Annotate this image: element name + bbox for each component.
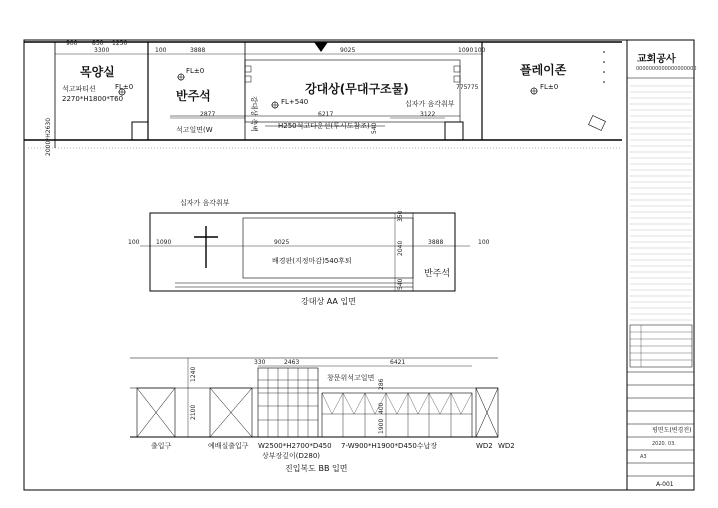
window-note: 창문위석고일면 (327, 374, 375, 382)
dim-label: 400 (378, 402, 385, 414)
level-label: FL±0 (540, 83, 559, 91)
room-altar: 강대상(무대구조물) (305, 82, 409, 96)
dim-label: 3122 (420, 111, 436, 118)
dim-label: 9025 (274, 239, 290, 246)
dim-label: 900 (66, 40, 78, 47)
level-label: FL±0 (186, 67, 205, 75)
dim-label: 100 (474, 47, 486, 54)
dim-label: 3888 (190, 47, 206, 54)
dim-label: 6217 (318, 111, 334, 118)
room-pastor: 목양실 (80, 65, 115, 79)
dim-label: 775 (467, 84, 479, 91)
dim-label: 100 (155, 47, 167, 54)
dim-label: 3300 (94, 47, 110, 54)
stair-note: H250석고다운선(투시도참조) (278, 122, 370, 130)
elevation-aa (128, 198, 490, 306)
sheet-number: A-001 (656, 481, 674, 488)
dim-label: 1250 (112, 40, 128, 47)
elevation-bb-title: 진입복도 BB 입면 (285, 464, 348, 473)
partition-size: 2270*H1800*T60 (62, 95, 124, 103)
dim-label: 540 (397, 278, 404, 290)
project-name: 교회공사 (637, 54, 676, 65)
backboard-note: 배경판(지정마감)540후퇴 (272, 257, 352, 265)
project-sub: 0000000000000000000 (636, 66, 697, 72)
dim-label: 1900 (378, 418, 385, 434)
door-label: 예배실출입구 (208, 442, 249, 450)
sheet-border (24, 40, 697, 490)
sheet-title: 평면도(변경전) (652, 427, 692, 434)
dim-label: 100 (128, 239, 140, 246)
dim-label: 2040 (397, 240, 404, 256)
section-marker-icon (314, 42, 328, 52)
sheet-scale: A3 (640, 454, 647, 460)
cabinet-label: 7-W900*H1900*D450수납장 (341, 442, 438, 450)
side-wall-note: 강대상 측벽 (250, 96, 258, 133)
dim-label: 850 (92, 40, 104, 47)
dim-label: 2000*H2630 (45, 117, 52, 156)
door-label: WD2 (498, 442, 515, 450)
title-block (627, 40, 696, 490)
shelf-depth-label: 상부장깊이(D280) (262, 452, 321, 460)
sheet-date: 2020. 03. (652, 441, 676, 447)
dim-label: 1090 (458, 47, 474, 54)
floor-plan (24, 40, 622, 156)
dim-label: 6421 (390, 359, 406, 366)
dim-label: 2877 (200, 111, 216, 118)
dim-label: 1240 (190, 366, 197, 382)
cross-icon (194, 226, 218, 268)
cross-note: 십자가 음각취부 (180, 199, 230, 207)
dim-label: 350 (397, 210, 404, 222)
dim-label: 330 (254, 359, 266, 366)
elevation-bb (130, 358, 515, 473)
dim-label: 1090 (156, 239, 172, 246)
room-choir: 반주석 (176, 89, 211, 103)
room-play-zone: 플레이존 (520, 63, 567, 77)
cross-note: 십자가 음각취부 (405, 100, 455, 108)
door-label: WD2 (476, 442, 493, 450)
dim-label: 2463 (284, 359, 300, 366)
level-label: FL+540 (281, 98, 309, 106)
shelf-label: W2500*H2700*D450 (258, 442, 332, 450)
dim-label: 286 (378, 378, 385, 390)
door-label: 출입구 (151, 442, 172, 450)
dim-label: 100 (478, 239, 490, 246)
dim-label: 2100 (190, 404, 197, 420)
dim-label: 775 (456, 84, 468, 91)
partition-note: 석고파티션 (62, 85, 96, 93)
choir-label: 반주석 (424, 269, 451, 279)
level-label: FL±0 (115, 83, 134, 91)
dim-label: 3888 (428, 239, 444, 246)
dim-label: 9025 (340, 47, 356, 54)
elevation-aa-title: 강대상 AA 입면 (301, 297, 356, 306)
wall-finish-note: 석고일면(W (176, 126, 213, 134)
dim-label: 540 (371, 122, 378, 134)
